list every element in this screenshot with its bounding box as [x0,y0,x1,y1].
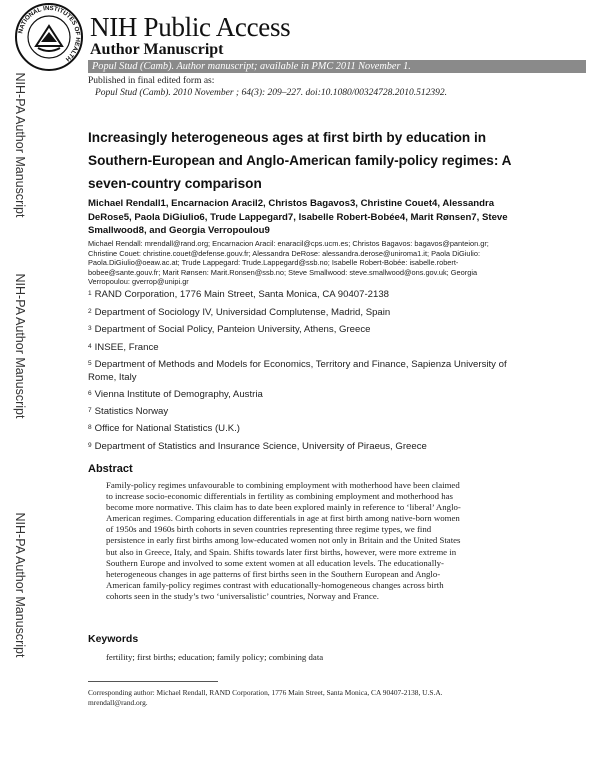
header-title: NIH Public Access [90,12,291,42]
affiliation-5: $^5$ Department of Methods and Models for Economics, Territory and Finance, Sapienza University of Rome, Italy [88,359,507,383]
title-line: seven-country comparison [88,176,262,191]
header-subtitle: Author Manuscript [90,41,224,58]
abstract-line: American regimes. Comparing education differentials in age at first birth among native-born women [106,513,460,524]
sidebar-stamp-2: NIH-PA Author Manuscript [13,273,27,419]
email-line: Paola.DiGiulio@oeaw.ac.at; Trude Lappegard: Trude.Lappegard@ssb.no; Isabelle Robert-Bobée: isabelle.robert- [88,258,459,268]
title-line: Increasingly heterogeneous ages at first birth by education in [88,130,487,145]
sidebar-stamp-3: NIH-PA Author Manuscript [13,512,27,658]
affiliation-6: $^6$ Vienna Institute of Demography, Austria [88,389,263,400]
abstract-line: Family-policy regimes unfavourable to combining employment with motherhood have been claimed [106,480,460,490]
citation: Popul Stud (Camb). 2010 November ; 64(3): 209–227. doi:10.1080/00324728.2010.512392. [95,88,447,98]
abstract-line: American family-policy regimes contrast with educationally-homogeneous changes across birth [106,579,444,590]
author-line: DeRose5, Paola DiGiulio6, Trude Lappegard7, Isabelle Robert-Bobée4, Marit Rønsen7, Steve [88,211,508,223]
affiliation-9: $^9$ Department of Statistics and Insurance Science, University of Piraeus, Greece [88,441,427,452]
affiliation-1: $^1$ RAND Corporation, 1776 Main Street, Santa Monica, CA 90407-2138 [88,289,390,300]
footnote-line: Corresponding author: Michael Rendall, RAND Corporation, 1776 Main Street, Santa Monica, CA 90407-2138, U.S.A. [88,688,443,697]
abstract-line: become more normative. This claim has to date been explored mainly in reference to ‘liberal’ Anglo- [106,502,461,513]
author-line: Smallwood8, and Georgia Verropoulou9 [88,225,270,236]
footnote-rule [88,681,218,682]
abstract-heading: Abstract [88,463,133,475]
affiliation-3: $^3$ Department of Social Policy, Panteion University, Athens, Greece [88,324,371,335]
abstract-line: but also in Greece, Italy, and Spain. Shifts towards later first births, however, were more extreme in [106,546,457,557]
email-line: bobee@sante.gouv.fr; Marit Rønsen: Marit.Ronsen@ssb.no; Steve Smallwood: steve.smallwood@ons.gov.uk; Georgia [88,267,478,277]
keywords-heading: Keywords [88,633,139,645]
affiliation-4: $^4$ INSEE, France [88,342,159,353]
abstract-line: to increase socio-economic differentials in fertility as combining employment and motherhood has [106,491,453,502]
abstract-line: Southern Europe and involved to some extent women at all education levels. The educationally- [106,557,444,568]
keywords-text: fertility; first births; education; family policy; combining data [106,652,324,662]
abstract-line: cohorts seen in the study’s two ‘universalistic’ countries, Norway and France. [106,590,379,601]
affiliation-8: $^8$ Office for National Statistics (U.K.) [88,423,240,434]
footnote [88,688,558,708]
affiliation-2: $^2$ Department of Sociology IV, Universidad Complutense, Madrid, Spain [88,307,391,318]
svg-text:NATIONAL INSTITUTES OF HEALTH: NATIONAL INSTITUTES OF HEALTH [17,4,82,63]
journal-note: Popul Stud (Camb). Author manuscript; available in PMC 2011 November 1. [92,61,411,72]
email-line: Verropoulou: gverrop@unipi.gr [88,277,189,287]
author-line: Michael Rendall1, Encarnacion Aracil2, Christos Bagavos3, Christine Couet4, Alessandra [88,198,495,209]
email-list [88,239,528,287]
email-line: Christine Couet: christine.couet@defense.gouv.fr; Alessandra DeRose: alessandra.derose@uniroma1.it; Paola DiGiulio: [88,248,480,258]
abstract-line: persistence in early first births among low-educated women not only in Britain and the United States [106,535,461,546]
abstract-line: heterogeneous changes in age patterns of first births seen in the Southern European and Anglo- [106,568,441,579]
abstract-line: of 1950s and 1960s birth cohorts in seven countries representing three regime types, we find [106,524,432,535]
affiliation-7: $^7$ Statistics Norway [88,406,169,417]
email-line: Michael Rendall: mrendall@rand.org; Encarnacion Aracil: enaracil@cps.ucm.es; Christos Bagavos: bagavos@panteion.gr; [88,239,489,248]
paper-title [88,126,548,195]
footnote-line: mrendall@rand.org. [88,698,148,707]
abstract-body [106,480,536,602]
title-line: Southern-European and Anglo-American family-policy regimes: A [88,153,512,168]
sidebar-stamp-1: NIH-PA Author Manuscript [13,72,27,218]
published-label: Published in final edited form as: [88,76,215,86]
author-list [88,197,528,238]
